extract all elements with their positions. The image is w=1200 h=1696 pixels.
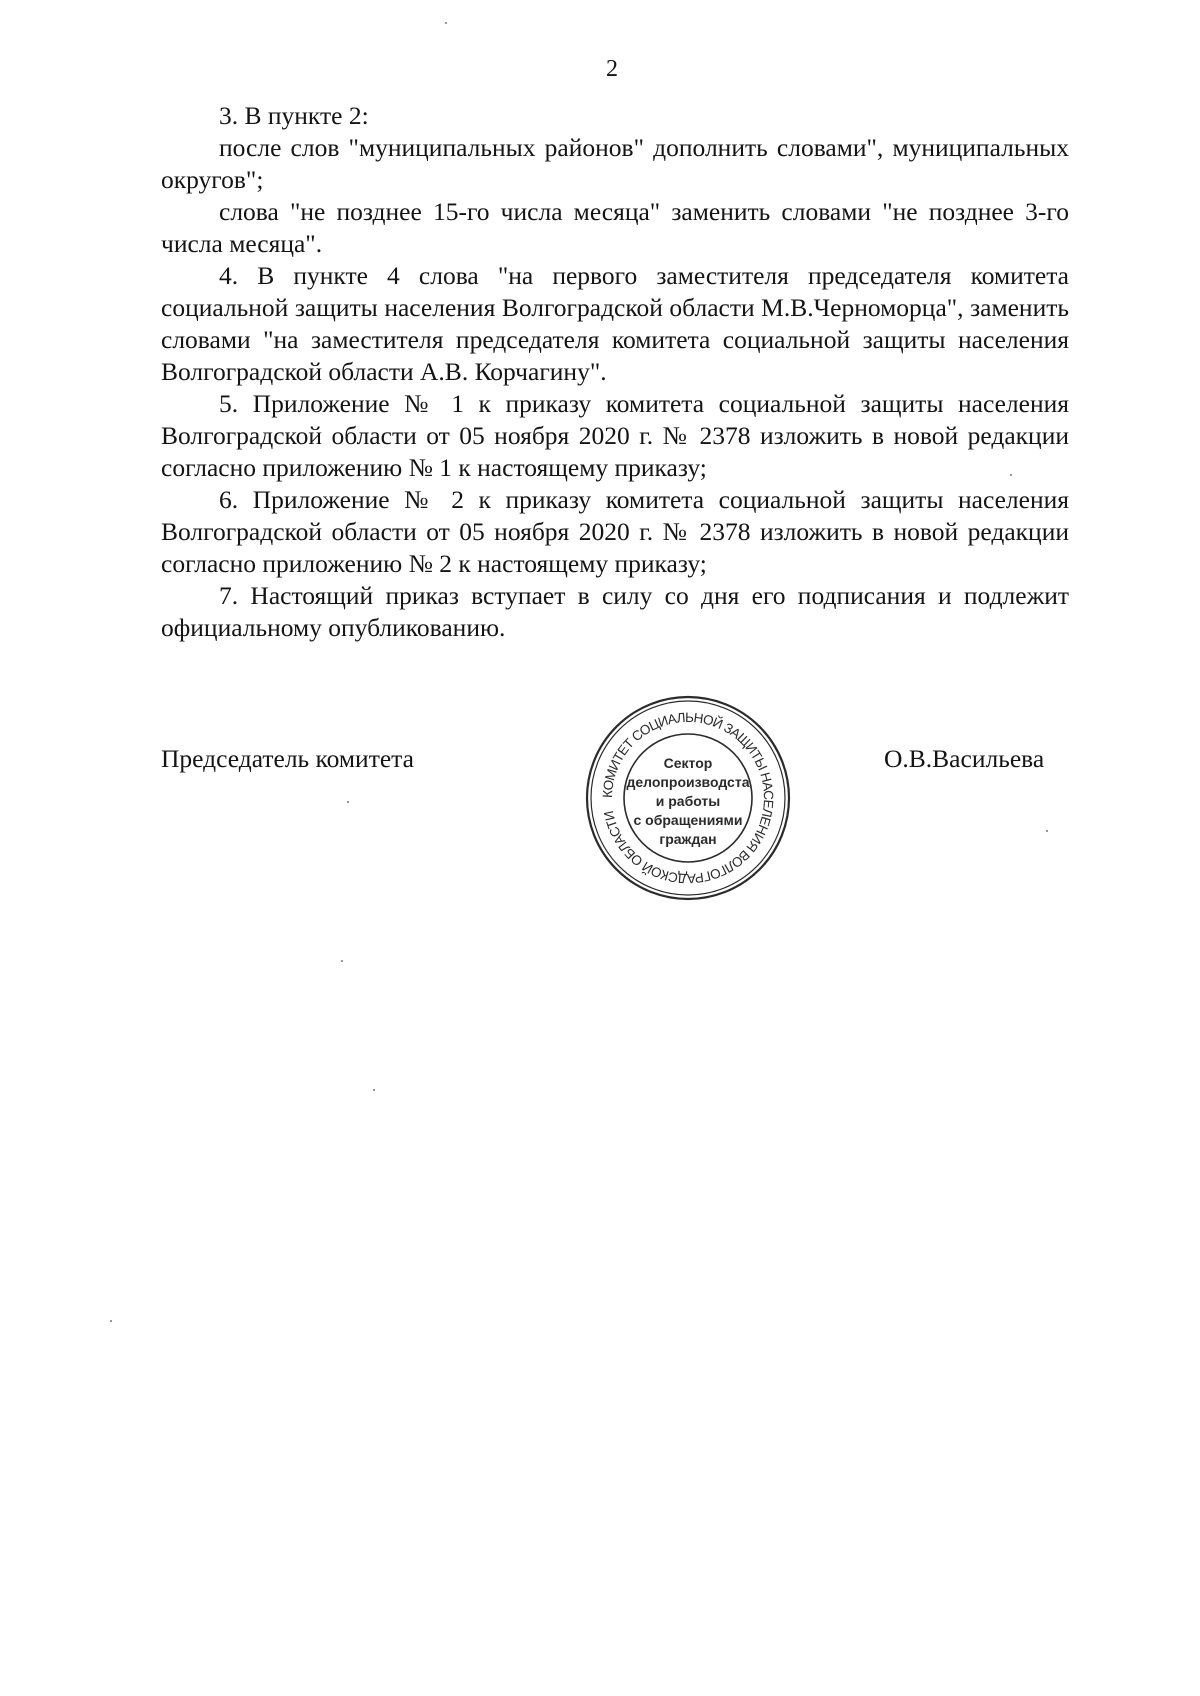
scan-speck [341, 960, 343, 962]
stamp-center-line-2: делопроизводста [626, 774, 750, 790]
stamp-center-line-1: Сектор [663, 755, 713, 771]
paragraph-item-5: 5. Приложение № 1 к приказу комитета социальной защиты населения Волгоградской области от 05 ноября 2020 г. № 2378 изложить в новой редакции согласно приложению № 1 к настоящему приказу; [161, 389, 1069, 482]
paragraph-item-3-heading: 3. В пункте 2: [219, 101, 369, 130]
document-body [161, 100, 1069, 644]
stamp-center-line-4: с обращениями [633, 812, 743, 828]
signature-title: Председатель комитета [161, 744, 414, 773]
scan-speck [347, 801, 349, 803]
scan-speck [445, 22, 447, 24]
signature-name: О.В.Васильева [884, 744, 1045, 773]
paragraph-item-7: 7. Настоящий приказ вступает в силу со дня его подписания и подлежит официальному опубликованию. [161, 581, 1069, 642]
stamp-ring-text: КОМИТЕТ СОЦИАЛЬНОЙ ЗАЩИТЫ НАСЕЛЕНИЯ ВОЛГОГРАДСКОЙ ОБЛАСТИ [599, 709, 777, 887]
official-stamp [578, 688, 798, 908]
scan-speck [110, 1320, 112, 1322]
scan-speck [373, 1089, 375, 1091]
stamp-center-line-3: и работы [655, 793, 721, 809]
paragraph-item-4: 4. В пункте 4 слова "на первого заместителя председателя комитета социальной защиты населения Волгоградской области М.В.Черноморца", заменить словами "на заместителя председателя комитета социальной защиты населения Волгоградской области А.В. Корчагину". [161, 261, 1069, 386]
paragraph-item-3-a: после слов "муниципальных районов" дополнить словами", муниципальных округов"; [161, 133, 1069, 194]
scan-speck [1010, 474, 1012, 476]
page-number: 2 [606, 56, 618, 82]
paragraph-item-3-b: слова "не позднее 15-го числа месяца" заменить словами "не позднее 3-го числа месяца". [161, 197, 1069, 258]
scan-speck [1046, 830, 1048, 832]
stamp-center-line-5: граждан [659, 831, 717, 847]
stamp-graphic [578, 688, 798, 908]
paragraph-item-6: 6. Приложение № 2 к приказу комитета социальной защиты населения Волгоградской области от 05 ноября 2020 г. № 2378 изложить в новой редакции согласно приложению № 2 к настоящему приказу; [161, 485, 1069, 578]
